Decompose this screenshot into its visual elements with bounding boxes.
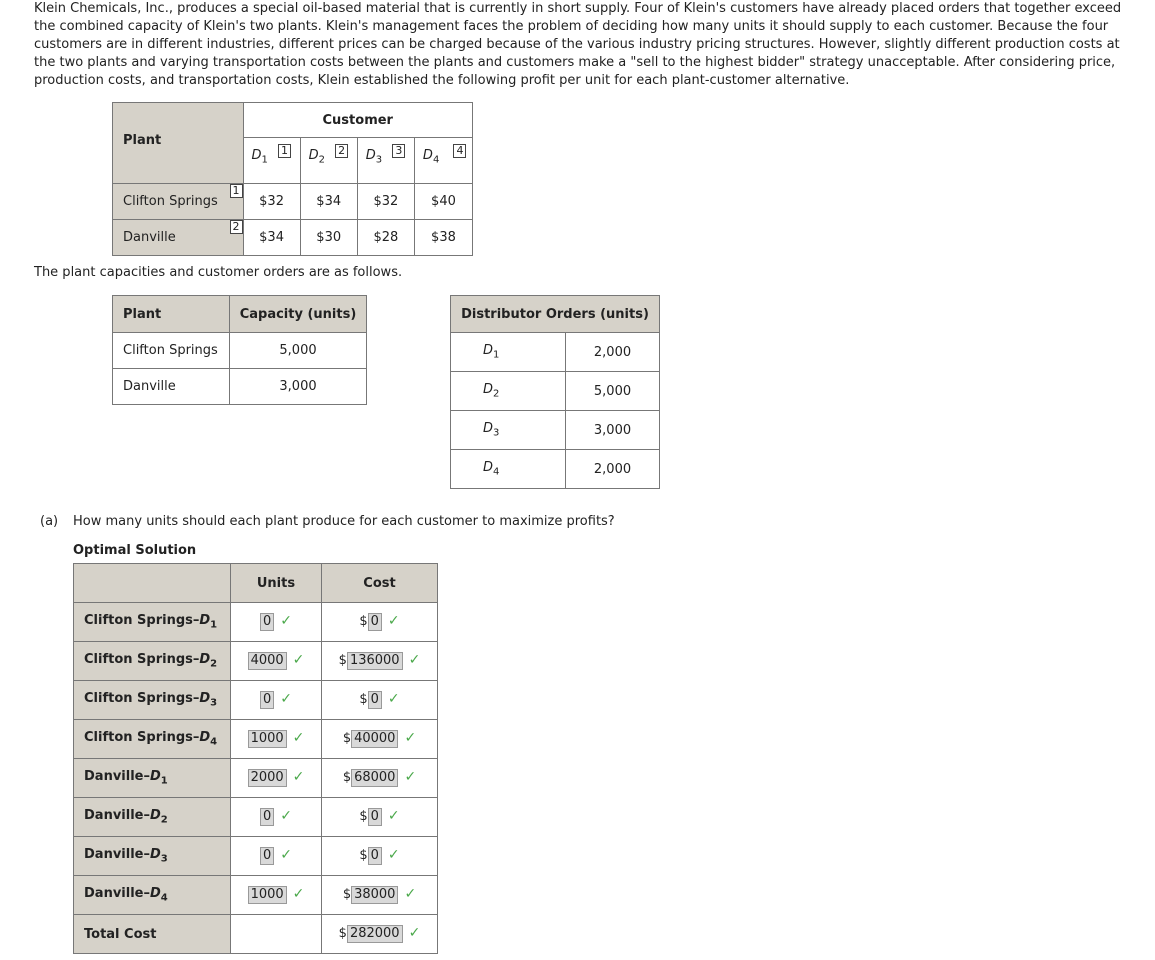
distributor-label: $D_3$	[483, 421, 500, 439]
dollar-sign: $	[338, 926, 347, 941]
total-row	[74, 915, 438, 954]
orders-row	[451, 372, 660, 411]
profit-row-clifton	[113, 184, 473, 220]
dollar-sign: $	[359, 614, 368, 629]
dollar-sign: $	[342, 731, 352, 746]
solution-row	[74, 798, 438, 837]
capacity-intro: The plant capacities and customer orders are as follows.	[34, 265, 403, 280]
check-icon: ✓	[292, 652, 305, 668]
units-input[interactable]: 0	[260, 691, 274, 709]
dollar-sign: $	[338, 653, 347, 668]
profit-cell: $28	[357, 220, 414, 256]
plant-name: Clifton Springs	[113, 184, 224, 220]
orders-row	[451, 333, 660, 372]
units-input[interactable]: 2000	[248, 769, 287, 787]
orders-value: 2,000	[566, 450, 660, 489]
orders-value: 2,000	[566, 333, 660, 372]
route-label: Danville–$D_2$	[74, 798, 231, 837]
profit-cell: $40	[414, 184, 472, 220]
distributor-label: $D_2$	[483, 382, 500, 400]
customer-badge: 1	[278, 144, 291, 158]
cost-input[interactable]: 0	[368, 613, 382, 631]
check-icon: ✓	[408, 925, 421, 941]
total-label: Total Cost	[74, 915, 231, 954]
customer-badge: 2	[335, 144, 348, 158]
check-icon: ✓	[404, 886, 417, 902]
profit-cell: $32	[243, 184, 300, 220]
orders-value: 5,000	[566, 372, 660, 411]
dollar-sign: $	[359, 692, 368, 707]
check-icon: ✓	[292, 886, 305, 902]
capacity-plant: Danville	[113, 369, 230, 405]
profit-cell: $34	[300, 184, 357, 220]
solution-row	[74, 642, 438, 681]
solution-row	[74, 720, 438, 759]
cost-input[interactable]: 0	[368, 847, 382, 865]
distributor-label: $D_1$	[483, 343, 500, 361]
cost-input[interactable]: 38000	[351, 886, 398, 904]
dollar-sign: $	[359, 848, 368, 863]
route-label: Clifton Springs–$D_1$	[74, 603, 231, 642]
dollar-sign: $	[359, 809, 368, 824]
check-icon: ✓	[387, 847, 400, 863]
capacity-row	[113, 369, 367, 405]
profit-row-danville	[113, 220, 473, 256]
customer-col-d2: $D_2$ 2	[300, 138, 357, 184]
check-icon: ✓	[404, 769, 417, 785]
cost-header: Cost	[322, 564, 438, 603]
customer-header: Customer	[243, 103, 473, 138]
plant-badge: 1	[230, 184, 243, 198]
question-label: (a)	[40, 514, 59, 529]
cost-input[interactable]: 40000	[351, 730, 398, 748]
orders-row	[451, 411, 660, 450]
cost-input[interactable]: 136000	[347, 652, 403, 670]
solution-table	[73, 563, 438, 954]
capacity-value: 5,000	[230, 333, 367, 369]
route-label: Clifton Springs–$D_3$	[74, 681, 231, 720]
route-label: Danville–$D_4$	[74, 876, 231, 915]
total-cost-input[interactable]: 282000	[347, 925, 403, 943]
units-input[interactable]: 4000	[248, 652, 287, 670]
capacity-units-header: Capacity (units)	[230, 296, 367, 333]
check-icon: ✓	[404, 730, 417, 746]
solution-row	[74, 759, 438, 798]
customer-badge: 3	[392, 144, 405, 158]
profit-cell: $38	[414, 220, 472, 256]
plant-name: Danville	[113, 220, 224, 256]
dollar-sign: $	[342, 887, 352, 902]
check-icon: ✓	[387, 808, 400, 824]
plant-header: Plant	[123, 133, 162, 148]
solution-row	[74, 876, 438, 915]
orders-table	[450, 295, 660, 489]
orders-header: Distributor Orders (units)	[451, 296, 660, 333]
orders-row	[451, 450, 660, 489]
customer-col-d3: $D_3$ 3	[357, 138, 414, 184]
customer-col-d1: $D_1$ 1	[243, 138, 300, 184]
profit-table	[112, 102, 473, 256]
customer-col-d4: $D_4$ 4	[414, 138, 472, 184]
cost-input[interactable]: 0	[368, 808, 382, 826]
dollar-sign: $	[342, 770, 352, 785]
solution-title: Optimal Solution	[73, 543, 197, 558]
capacity-value: 3,000	[230, 369, 367, 405]
cost-input[interactable]: 0	[368, 691, 382, 709]
question-text: How many units should each plant produce for each customer to maximize profits?	[73, 514, 615, 529]
plant-badge: 2	[230, 220, 243, 234]
route-label: Clifton Springs–$D_4$	[74, 720, 231, 759]
units-input[interactable]: 1000	[248, 730, 287, 748]
check-icon: ✓	[280, 808, 292, 824]
orders-value: 3,000	[566, 411, 660, 450]
capacity-row	[113, 333, 367, 369]
units-input[interactable]: 1000	[248, 886, 287, 904]
check-icon: ✓	[387, 613, 400, 629]
check-icon: ✓	[292, 730, 305, 746]
check-icon: ✓	[280, 613, 292, 629]
solution-row	[74, 603, 438, 642]
cost-input[interactable]: 68000	[351, 769, 398, 787]
route-label: Danville–$D_1$	[74, 759, 231, 798]
profit-cell: $32	[357, 184, 414, 220]
check-icon: ✓	[387, 691, 400, 707]
units-header: Units	[231, 564, 322, 603]
profit-cell: $34	[243, 220, 300, 256]
route-label: Clifton Springs–$D_2$	[74, 642, 231, 681]
profit-cell: $30	[300, 220, 357, 256]
problem-intro: Klein Chemicals, Inc., produces a special oil-based material that is currently in short supply. Four of Klein's customers have already placed orders that together exceed the combined capacity of Klein's two plants. Klein's management faces the problem of deciding how many units it should supply to each customer. Because the four customers are in different industries, different prices can be charged because of the various industry pricing structures. However, slightly different production costs at the two plants and varying transportation costs between the plants and customers make a "sell to the highest bidder" strategy unacceptable. After considering price, production costs, and transportation costs, Klein established the following profit per unit for each plant-customer alternative.	[34, 1, 1122, 88]
units-input[interactable]: 0	[260, 808, 274, 826]
route-label: Danville–$D_3$	[74, 837, 231, 876]
capacity-plant: Clifton Springs	[113, 333, 230, 369]
check-icon: ✓	[280, 691, 292, 707]
customer-badge: 4	[453, 144, 466, 158]
check-icon: ✓	[292, 769, 305, 785]
check-icon: ✓	[280, 847, 292, 863]
plant-header-cell	[113, 103, 244, 184]
units-input[interactable]: 0	[260, 613, 274, 631]
distributor-label: $D_4$	[483, 460, 500, 478]
capacity-plant-header: Plant	[113, 296, 230, 333]
check-icon: ✓	[408, 652, 421, 668]
solution-row	[74, 837, 438, 876]
capacity-table	[112, 295, 367, 405]
solution-row	[74, 681, 438, 720]
units-input[interactable]: 0	[260, 847, 274, 865]
